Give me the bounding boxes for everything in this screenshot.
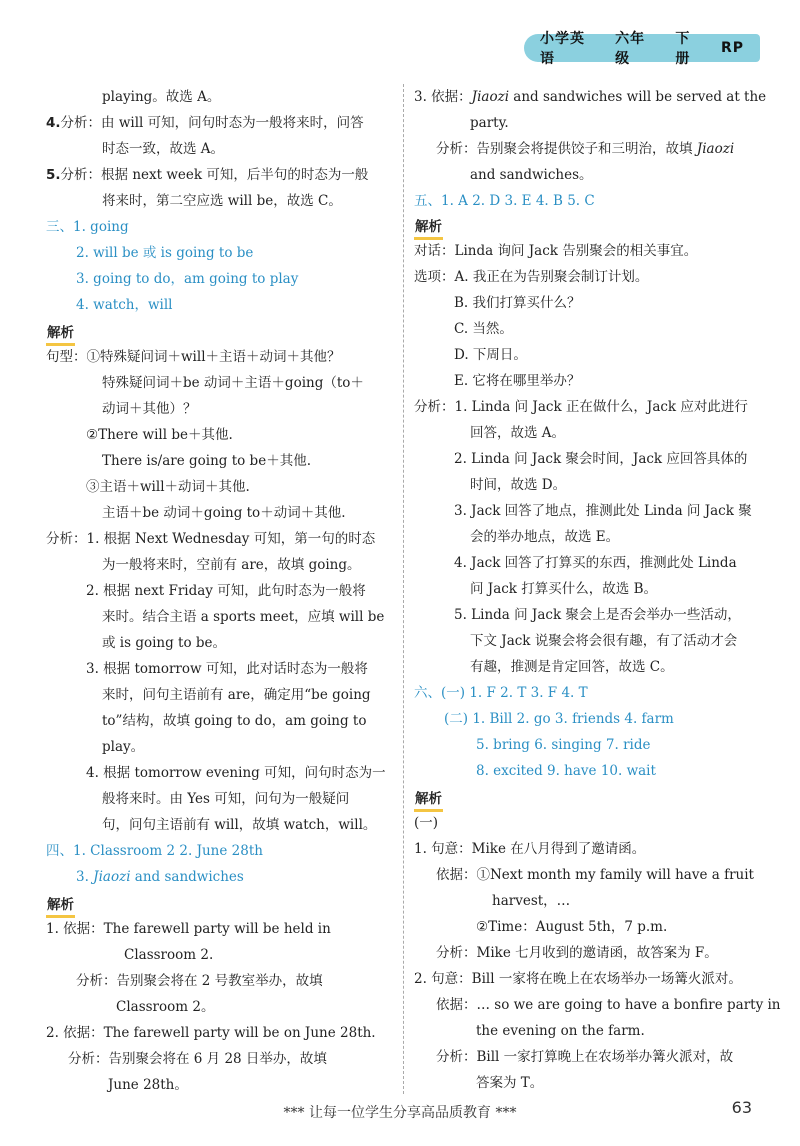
text-line: 分析：告别聚会将在 6 月 28 日举办，故填 (68, 1051, 327, 1067)
text-line: Classroom 2. (124, 947, 214, 963)
text-line: 2. 根据 next Friday 可知，此句时态为一般将 (86, 583, 366, 599)
text-line: There is/are going to be＋其他. (102, 453, 311, 469)
text-line: 回答，故选 A。 (470, 425, 566, 441)
analysis-heading: 解析 (46, 892, 75, 918)
column-divider (403, 84, 404, 1094)
text-line: 4. 根据 tomorrow evening 可知，问句时态为一 (86, 765, 386, 781)
header-badge (524, 31, 760, 67)
text-line: ③主语＋will＋动词＋其他. (86, 479, 250, 495)
section-6-answer: 8. excited 9. have 10. wait (476, 763, 656, 779)
text-line: (一) (414, 815, 439, 831)
header-edition: RP (720, 40, 744, 56)
section-3-answer: 三、1. going (46, 219, 129, 235)
analysis-heading: 解析 (414, 214, 443, 240)
section-4-answer: 四、1. Classroom 2 2. June 28th (46, 843, 263, 859)
text-line: Classroom 2。 (116, 999, 215, 1015)
text-line: 答案为 T。 (476, 1075, 544, 1091)
text-line: B. 我们打算买什么？ (454, 295, 581, 311)
text-line: 动词＋其他）？ (102, 401, 197, 417)
text-line: 有趣，推测是肯定回答，故选 C。 (470, 659, 674, 675)
text-line: 句型：①特殊疑问词＋will＋主语＋动词＋其他？ (46, 349, 341, 365)
text-line: 时态一致，故选 A。 (102, 141, 225, 157)
text-line: 3. Jack 回答了地点，推测此处 Linda 问 Jack 聚 (454, 503, 752, 519)
section-4-answer: 3. Jiaozi and sandwiches (76, 869, 244, 885)
footer-slogan: *** 让每一位学生分享高品质教育 *** (283, 1105, 517, 1121)
text-line: harvest，… (492, 893, 571, 909)
text-line: the evening on the farm. (476, 1023, 645, 1039)
text-line: 2. 依据：The farewell party will be on June 28th. (46, 1025, 376, 1041)
text-line: 2. 句意：Bill 一家将在晚上在农场举办一场篝火派对。 (414, 971, 742, 987)
header-grade: 六年级 (615, 31, 646, 67)
section-5-answer: 五、1. A 2. D 3. E 4. B 5. C (414, 193, 595, 209)
text-line: 为一般将来时，空前有 are，故填 going。 (102, 557, 361, 573)
text-line: 来时。结合主语 a sports meet，应填 will be (102, 609, 385, 625)
section-6-answer: 六、(一) 1. F 2. T 3. F 4. T (414, 685, 588, 701)
text-line: 将来时，第二空应选 will be，故选 C。 (102, 193, 342, 209)
text-line: E. 它将在哪里举办？ (454, 373, 581, 389)
text-line: 特殊疑问词＋be 动词＋主语＋going（to＋ (102, 375, 364, 391)
analysis-heading: 解析 (46, 320, 75, 346)
text-line: 分析：告别聚会将提供饺子和三明治，故填 Jiaozi (436, 141, 735, 157)
text-line: 分析：Mike 七月收到的邀请函，故答案为 F。 (436, 945, 718, 961)
text-line: C. 当然。 (454, 321, 513, 337)
text-line: 主语＋be 动词＋going to＋动词＋其他. (102, 505, 346, 521)
text-line: 分析：1. 根据 Next Wednesday 可知，第一句的时态 (46, 531, 376, 547)
text-line: 选项：A. 我正在为告别聚会制订计划。 (414, 269, 649, 285)
text-line: 3. 根据 tomorrow 可知，此对话时态为一般将 (86, 661, 368, 677)
text-line: 分析：1. Linda 问 Jack 正在做什么，Jack 应对此进行 (414, 399, 748, 415)
text-line: June 28th。 (108, 1077, 188, 1093)
text-line: ②There will be＋其他. (86, 427, 233, 443)
text-line: 1. 句意：Mike 在八月得到了邀请函。 (414, 841, 646, 857)
text-line: 分析：告别聚会将在 2 号教室举办，故填 (76, 973, 323, 989)
text-line: play。 (102, 739, 145, 755)
text-line: 5.分析：根据 next week 可知，后半句的时态为一般 (46, 167, 369, 183)
text-line: 来时，问句主语前有 are，确定用“be going (102, 687, 371, 703)
text-line: 依据：①Next month my family will have a fruit (436, 867, 754, 883)
text-line: D. 下周日。 (454, 347, 527, 363)
text-line: party. (470, 115, 509, 131)
text-line: 4. Jack 回答了打算买的东西，推测此处 Linda (454, 555, 737, 571)
section-6-answer: 5. bring 6. singing 7. ride (476, 737, 651, 753)
text-line: playing。故选 A。 (102, 89, 221, 105)
text-line: 2. Linda 问 Jack 聚会时间，Jack 应回答具体的 (454, 451, 748, 467)
section-3-answer: 2. will be 或 is going to be (76, 245, 254, 261)
section-3-answer: 4. watch，will (76, 297, 173, 313)
page-number: 63 (731, 1098, 752, 1117)
analysis-heading: 解析 (414, 786, 443, 812)
text-line: 问 Jack 打算买什么，故选 B。 (470, 581, 657, 597)
header-volume: 下册 (675, 31, 691, 67)
text-line: 分析：Bill 一家打算晚上在农场举办篝火派对，故 (436, 1049, 734, 1065)
text-line: ②Time：August 5th，7 p.m. (476, 919, 668, 935)
text-line: 时间，故选 D。 (470, 477, 567, 493)
text-line: to”结构，故填 going to do，am going to (102, 713, 367, 729)
text-line: 依据：… so we are going to have a bonfire party in (436, 997, 781, 1013)
text-line: and sandwiches。 (470, 167, 593, 183)
text-line: 会的举办地点，故选 E。 (470, 529, 620, 545)
text-line: 1. 依据：The farewell party will be held in (46, 921, 331, 937)
header-subject: 小学英语 (540, 31, 585, 67)
text-line: 4.分析：由 will 可知，问句时态为一般将来时，问答 (46, 115, 364, 131)
text-line: 下文 Jack 说聚会将会很有趣，有了活动才会 (470, 633, 738, 649)
text-line: 句，问句主语前有 will，故填 watch，will。 (102, 817, 377, 833)
text-line: 3. 依据：Jiaozi and sandwiches will be served at the (414, 89, 767, 105)
text-line: 对话：Linda 询问 Jack 告别聚会的相关事宜。 (414, 243, 698, 259)
text-line: 或 is going to be。 (102, 635, 227, 651)
section-6-answer: (二) 1. Bill 2. go 3. friends 4. farm (444, 711, 674, 727)
text-line: 般将来时。由 Yes 可知，问句为一般疑问 (102, 791, 350, 807)
text-line: 5. Linda 问 Jack 聚会上是否会举办一些活动， (454, 607, 741, 623)
section-3-answer: 3. going to do，am going to play (76, 271, 299, 287)
